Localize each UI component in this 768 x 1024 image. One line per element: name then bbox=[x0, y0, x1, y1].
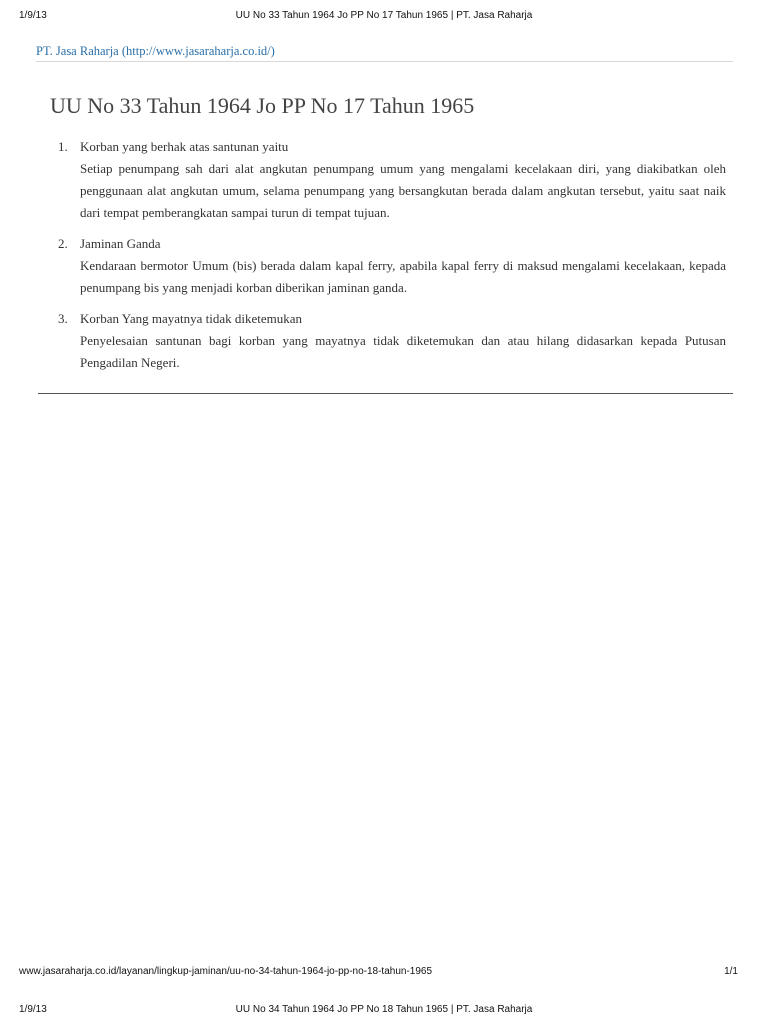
item-title: Korban yang berhak atas santunan yaitu bbox=[80, 139, 289, 154]
list-item bbox=[50, 233, 726, 299]
item-body: Kendaraan bermotor Umum (bis) berada dalam kapal ferry, apabila kapal ferry di maksud mengalami kecelakaan, kepada penumpang bis yang menjadi korban diberikan jaminan ganda. bbox=[80, 258, 726, 295]
content-divider bbox=[38, 393, 733, 394]
site-home-link[interactable]: PT. Jasa Raharja (http://www.jasaraharja.co.id/) bbox=[36, 44, 275, 58]
list-item bbox=[50, 136, 726, 224]
print-date: 1/9/13 bbox=[19, 10, 47, 21]
print-doc-title: UU No 33 Tahun 1964 Jo PP No 17 Tahun 1965 | PT. Jasa Raharja bbox=[235, 10, 533, 21]
item-number: 3. bbox=[58, 311, 68, 326]
coverage-list bbox=[50, 136, 726, 383]
next-page-date: 1/9/13 bbox=[19, 1004, 47, 1015]
print-page-number: 1/1 bbox=[724, 966, 738, 977]
item-title: Korban Yang mayatnya tidak diketemukan bbox=[80, 311, 303, 326]
item-number: 2. bbox=[58, 236, 68, 251]
item-number: 1. bbox=[58, 139, 68, 154]
next-page-header bbox=[0, 1002, 768, 1018]
header-divider bbox=[36, 61, 733, 62]
item-body: Penyelesaian santunan bagi korban yang mayatnya tidak diketemukan dan atau hilang didasarkan kepada Putusan Pengadilan Negeri. bbox=[80, 333, 726, 370]
list-item bbox=[50, 308, 726, 374]
next-page-doc-title: UU No 34 Tahun 1964 Jo PP No 18 Tahun 1965 | PT. Jasa Raharja bbox=[235, 1004, 533, 1015]
page-title: UU No 33 Tahun 1964 Jo PP No 17 Tahun 1965 bbox=[50, 93, 475, 118]
print-footer bbox=[0, 964, 768, 980]
item-body: Setiap penumpang sah dari alat angkutan penumpang umum yang mengalami kecelakaan diri, yang diakibatkan oleh penggunaan alat angkutan umum, selama penumpang yang bersangkutan berada dalam angkutan tersebut, yaitu saat naik dari tempat pemberangkatan sampai turun di tempat tujuan. bbox=[80, 161, 726, 220]
item-title: Jaminan Ganda bbox=[80, 236, 161, 251]
print-footer-url: www.jasaraharja.co.id/layanan/lingkup-jaminan/uu-no-34-tahun-1964-jo-pp-no-18-tahun-1965 bbox=[19, 966, 433, 977]
print-header bbox=[0, 8, 768, 24]
